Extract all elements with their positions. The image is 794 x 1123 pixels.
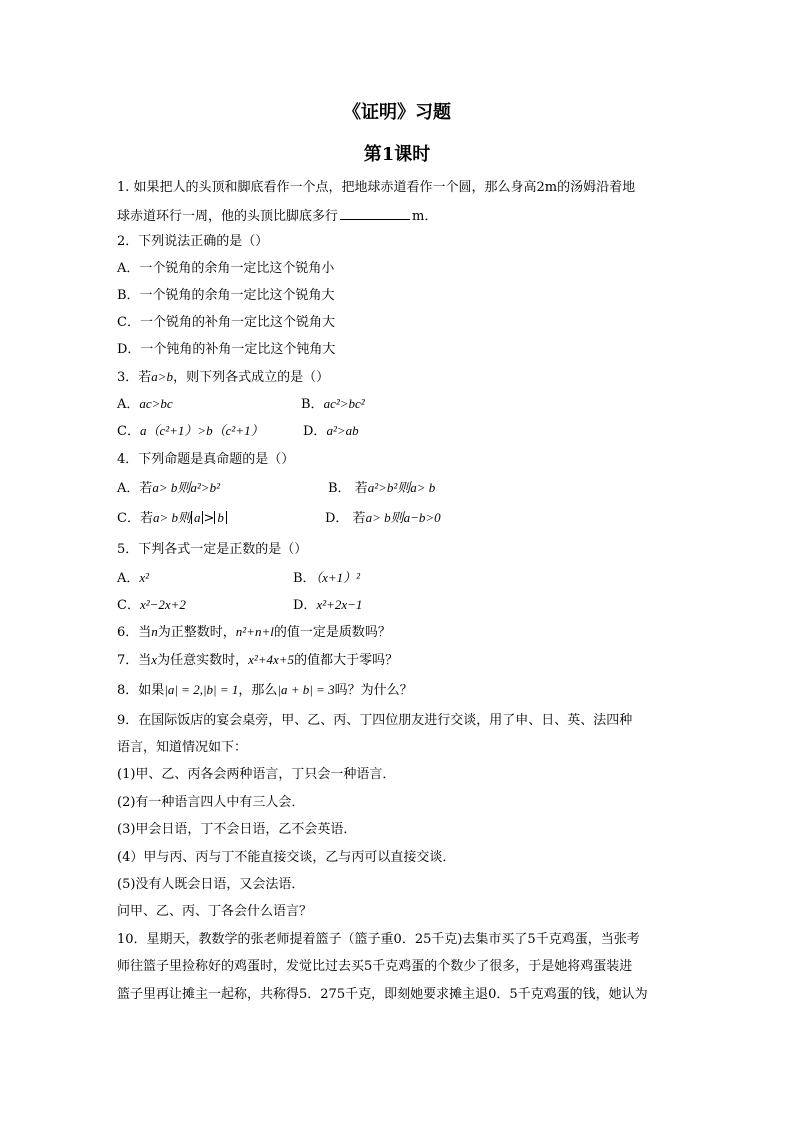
- question-7-mid: 为任意实数时，: [157, 653, 249, 668]
- option-expr: x²: [139, 570, 150, 585]
- option-expr: a> b则a²>b²: [152, 480, 220, 495]
- option-label: D．: [303, 424, 327, 439]
- question-9-ask: 问甲、乙、丙、丁各会什么语言？: [117, 904, 313, 919]
- option-label: B．: [301, 397, 324, 412]
- question-7-suffix: 的值都大于零吗？: [294, 653, 399, 668]
- question-10-line-1: 10．星期天，教数学的张老师提着篮子（篮子重0．25千克)去集市买了5千克鸡蛋，当张考: [117, 932, 640, 947]
- option-label: B． 若: [328, 481, 368, 496]
- option-label: A．若: [117, 481, 153, 496]
- option-expr: x²−2x+2: [139, 597, 186, 612]
- question-4-option-b: [328, 480, 435, 497]
- option-expr: （x+1）²: [315, 570, 361, 585]
- question-6-prefix: 6．当: [117, 625, 152, 640]
- question-9-condition-1: (1)甲、乙、丙各会两种语言，丁只会一种语言．: [117, 767, 396, 782]
- question-6-expr: n²+n+l: [235, 624, 274, 639]
- question-7-prefix: 7．当: [117, 653, 152, 668]
- option-label: D．: [293, 598, 317, 613]
- question-6-suffix: 的值一定是质数吗？: [273, 625, 391, 640]
- question-8-mid: ，那么: [238, 683, 278, 698]
- question-6: [117, 624, 391, 641]
- question-9-condition-3: (3)甲会日语，丁不会日语，乙不会英语．: [117, 822, 357, 837]
- lesson-subtitle: 第1课时: [363, 144, 431, 165]
- question-7-expr: x²+4x+5: [248, 652, 295, 667]
- question-5-option-b: [293, 570, 360, 587]
- question-6-mid: 为正整数时，: [157, 625, 236, 640]
- page-title: 《证明》习题: [343, 102, 451, 123]
- question-4-option-c: [117, 510, 227, 527]
- question-9-line-1: 9．在国际饭店的宴会桌旁，甲、乙、丙、丁四位朋友进行交谈，用了申、日、英、法四种: [117, 713, 633, 728]
- question-2-option-b: B．一个锐角的余角一定比这个锐角大: [117, 288, 335, 303]
- option-label: C．: [117, 598, 140, 613]
- question-8-expr: |a| = 2,|b| = 1: [164, 682, 239, 697]
- question-3-option-d: [303, 423, 359, 440]
- abs-value: b: [214, 511, 227, 524]
- question-4-option-a: [117, 480, 220, 497]
- option-label: C．: [117, 424, 140, 439]
- question-5-option-d: [293, 597, 362, 614]
- question-7: [117, 652, 398, 669]
- question-3-condition: a>b: [151, 369, 174, 384]
- question-1-line-1: 1. 如果把人的头顶和脚底看作一个点，把地球赤道看作一个圆，那么身高2m的汤姆沿着地: [117, 180, 636, 195]
- option-expr: a（c²+1）>b（c²+1）: [139, 423, 264, 438]
- option-operator: >: [203, 511, 215, 526]
- option-expr: x²+2x−1: [316, 597, 363, 612]
- question-2-option-c: C．一个锐角的补角一定比这个锐角大: [117, 315, 335, 330]
- option-label: A．: [117, 397, 140, 412]
- question-3-stem: [117, 369, 329, 386]
- question-10-line-3: 篮子里再让摊主一起称，共称得5．275千克，即刻她要求摊主退0．5千克鸡蛋的钱，她认为: [117, 987, 648, 1002]
- question-2-option-d: D．一个钝角的补角一定比这个钝角大: [117, 342, 336, 357]
- question-9-condition-2: (2)有一种语言四人中有三人会．: [117, 795, 305, 810]
- answer-blank: [340, 207, 410, 220]
- question-3-stem-suffix: ，则下列各式成立的是（）: [173, 370, 330, 385]
- abs-value: a: [191, 511, 204, 524]
- option-expr: a> b则: [152, 510, 191, 525]
- question-4-option-d: [325, 510, 441, 527]
- option-label: B．: [293, 571, 316, 586]
- question-3-stem-prefix: 3．若: [117, 370, 152, 385]
- question-5-option-a: [117, 570, 149, 587]
- option-expr: a²>ab: [326, 423, 359, 438]
- question-5-stem: 5．下判各式一定是正数的是（）: [117, 542, 308, 557]
- question-5-option-c: [117, 597, 186, 614]
- option-expr: ac²>bc²: [323, 396, 365, 411]
- question-2-option-a: A．一个锐角的余角一定比这个锐角小: [117, 261, 335, 276]
- question-8-suffix: 吗？为什么？: [334, 683, 413, 698]
- question-4-stem: 4．下列命题是真命题的是（）: [117, 452, 295, 467]
- option-label: A．: [117, 571, 140, 586]
- question-1-line-2: [117, 207, 437, 225]
- question-8: [117, 682, 413, 699]
- question-3-option-b: [301, 396, 365, 413]
- question-9-condition-5: (5)没有人既会日语，又会法语．: [117, 877, 305, 892]
- option-expr: ac>bc: [139, 396, 173, 411]
- question-7-var: x: [151, 652, 158, 667]
- option-label: D． 若: [325, 511, 366, 526]
- question-6-var: n: [151, 624, 158, 639]
- question-3-option-a: [117, 396, 173, 413]
- question-1-unit: m．: [412, 209, 438, 224]
- question-9-line-2: 语言，知道情况如下：: [117, 740, 248, 755]
- question-2-stem: 2．下列说法正确的是（）: [117, 234, 269, 249]
- option-expr: a> b则a−b>0: [365, 510, 441, 525]
- option-expr: a²>b²则a> b: [367, 480, 436, 495]
- question-3-option-c: [117, 423, 264, 440]
- question-8-expr2: |a + b| = 3: [277, 682, 335, 697]
- question-8-prefix: 8．如果: [117, 683, 165, 698]
- question-1-text: 球赤道环行一周，他的头顶比脚底多行: [117, 209, 339, 224]
- option-label: C．若: [117, 511, 153, 526]
- question-10-line-2: 师往篮子里捡称好的鸡蛋时，发觉比过去买5千克鸡蛋的个数少了很多，于是她将鸡蛋装进: [117, 959, 633, 974]
- question-9-condition-4: (4）甲与丙、丙与丁不能直接交谈，乙与丙可以直接交谈．: [117, 850, 456, 865]
